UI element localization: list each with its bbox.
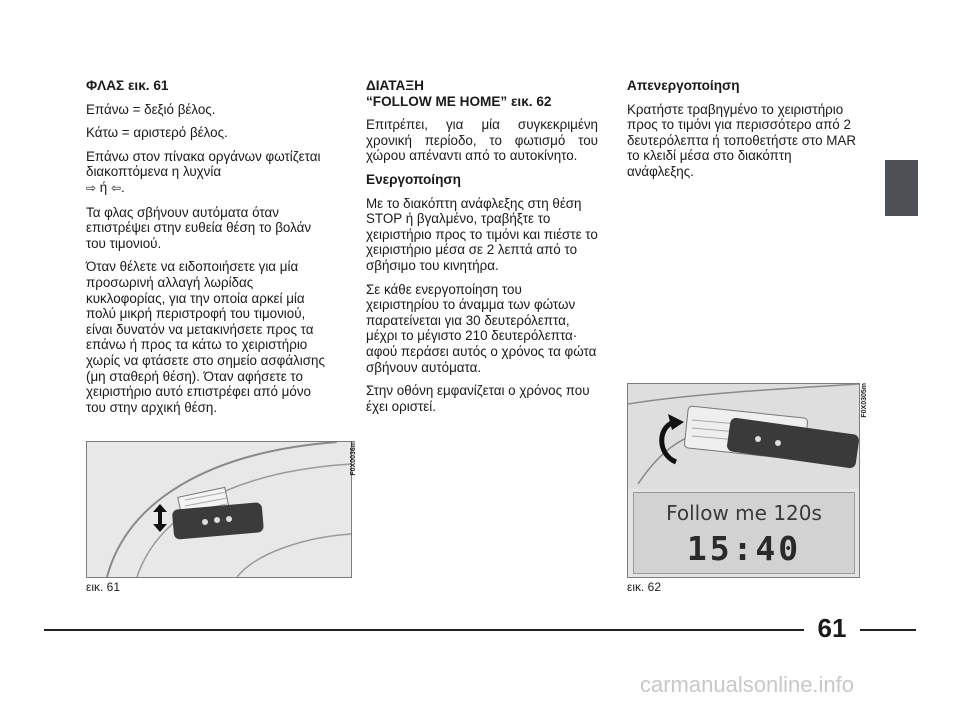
heading-follow-me-line2: “FOLLOW ME HOME” εικ. 62 (366, 93, 552, 109)
para-auto-off: Τα φλας σβήνουν αυτόματα όταν επιστρέψει στην ευθεία θέση το βολάν του τιμονιού. (86, 204, 312, 251)
subheading-deactivation: Απενεργοποίηση (627, 78, 740, 93)
figure-61-code: F0X0036m (350, 441, 357, 476)
figure-62-code: F0X0305m (861, 383, 868, 418)
stalk-illustration-62 (628, 384, 859, 489)
para-warning-light-text: Επάνω στον πίνακα οργάνων φωτίζεται διακοπτόμενα η λυχνία (86, 148, 321, 180)
column-deactivation (627, 78, 859, 188)
footer-rule-right (860, 629, 916, 631)
right-arrow-icon: ⇨ (86, 180, 97, 195)
column-indicators (86, 78, 334, 423)
display-time: 15:40 (686, 529, 802, 568)
heading-indicators: ΦΛΑΣ εικ. 61 (86, 78, 169, 93)
para-activation: Με το διακόπτη ανάφλεξης στη θέση STOP ή βγαλμένο, τραβήξτε το χειριστήριο προς το τιμόνι και πιέστε το χειριστήριο μέσα σε 2 λεπτά από το σβήσιμο του κινητήρα. (366, 195, 598, 273)
para-down: Κάτω = αριστερό βέλος. (86, 125, 228, 141)
heading-follow-me (366, 78, 598, 109)
subheading-activation: Ενεργοποίηση (366, 171, 461, 187)
stalk-illustration-61 (87, 442, 351, 577)
display-panel (633, 492, 855, 574)
section-tab-marker (885, 160, 918, 216)
display-text: Follow me 120s (666, 501, 822, 525)
figure-61 (86, 441, 352, 578)
figure-61-caption: εικ. 61 (86, 580, 121, 594)
para-display: Στην οθόνη εμφανίζεται ο χρόνος που έχει οριστεί. (366, 383, 590, 414)
footer-rule-left (44, 629, 804, 631)
para-up: Επάνω = δεξιό βέλος. (86, 101, 216, 117)
or-text: ή (99, 179, 108, 195)
figure-62 (627, 383, 860, 578)
page-number: 61 (817, 613, 847, 643)
figure-62-caption: εικ. 62 (627, 580, 662, 594)
column-follow-me (366, 78, 598, 422)
para-warning-light: Επάνω στον πίνακα οργάνων φωτίζεται διακοπτόμενα η λυχνία ⇨ ή ⇦. (86, 148, 321, 195)
left-arrow-icon: ⇦ (110, 180, 122, 195)
para-deactivation: Κρατήστε τραβηγμένο το χειριστήριο προς το τιμόνι για περισσότερο από 2 δευτερόλεπτα ή τοποθετήστε στο MAR το κλειδί μέσα στο διακόπτη ανάφλεξης. (627, 101, 856, 179)
para-extension: Σε κάθε ενεργοποίηση του χειριστηρίου το άναμμα των φώτων παρατείνεται για 30 δευτερόλεπτα, μέχρι το μέγιστο 210 δευτερόλεπτα· αφού περάσει αυτός ο χρόνος τα φώτα σβήνουν αυτόματα. (366, 281, 597, 375)
para-lane-change: Όταν θέλετε να ειδοποιήσετε για μία προσωρινή αλλαγή λωρίδας κυκλοφορίας, για την οποία αρκεί μία πολύ μικρή περιστροφή του τιμονιού, είναι δυνατόν να μετακινήσετε προς τα επάνω ή προς τα κάτω το χειριστήριο χωρίς να φτάσετε στο σημείο ασφάλισης (μη σταθερή θέση). Όταν αφήσετε το χειριστήριο αυτό επιστρέφει από μόνο του στην αρχική θέση. (86, 259, 325, 415)
heading-follow-me-line1: ΔΙΑΤΑΞΗ (366, 78, 424, 93)
para-follow-me-intro: Επιτρέπει, για μία συγκεκριμένη χρονική περίοδο, το φωτισμό του χώρου απέναντι από το αυτοκίνητο. (366, 117, 598, 164)
watermark-text: carmanualsonline.info (640, 672, 855, 697)
